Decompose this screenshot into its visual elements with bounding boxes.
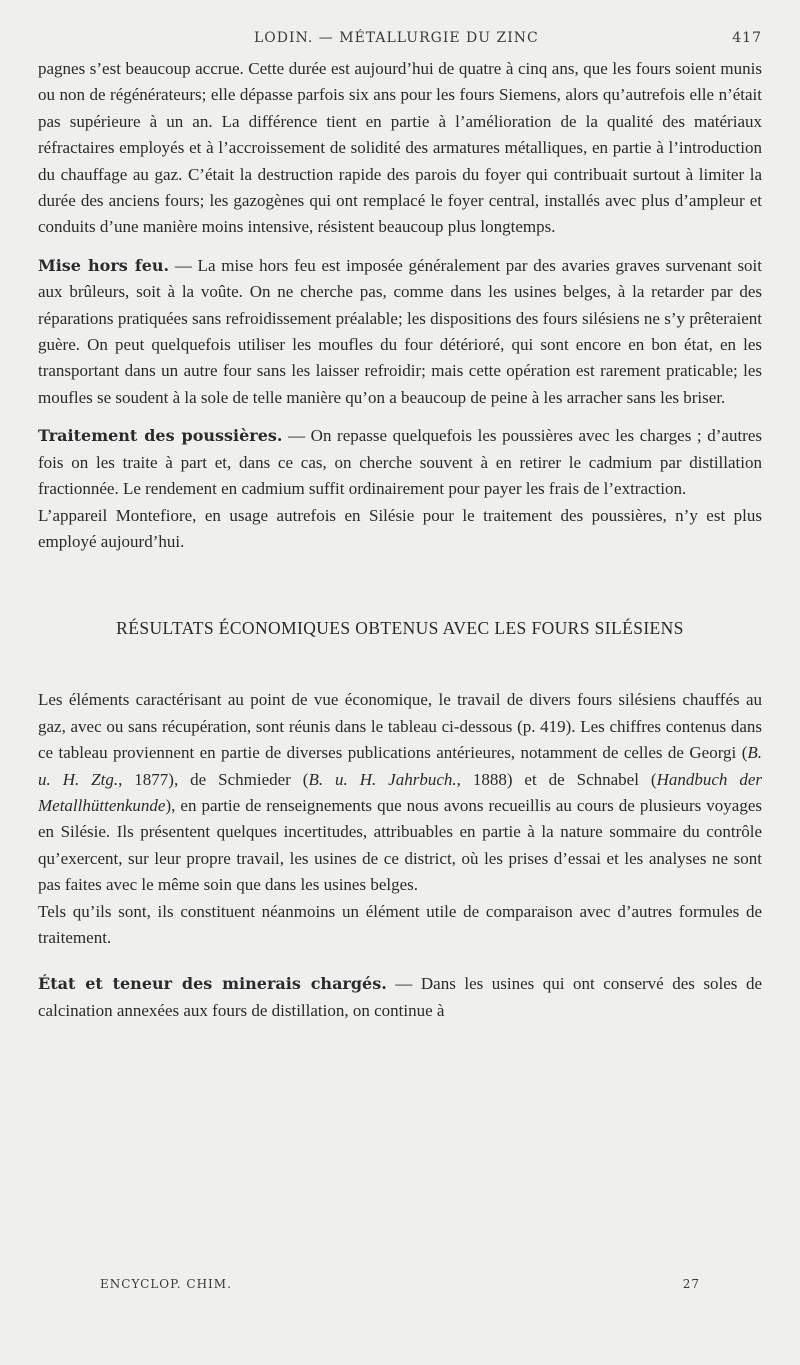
paragraph-traitement-poussieres (38, 423, 762, 502)
run-in-heading-mise-hors-feu: Mise hors feu. (38, 255, 170, 275)
signature-number: 27 (682, 1277, 700, 1291)
paragraph-1: pagnes s’est beaucoup accrue. Cette durée est aujourd’hui de quatre à cinq ans, que les fours soient munis ou non de régénérateurs; elle dépasse parfois six ans pour les fours Siemens, alors qu’autrefois elle n’était pas supérieure à un an. La différence tient en partie à l’amélioration de la qualité des matériaux réfractaires employés et à l’accroissement de solidité des armatures métalliques, en partie à l’introduction du chauffage au gaz. C’était la destruction rapide des parois du foyer qui contribuait surtout à limiter la durée des anciens fours; les gazogènes qui ont remplacé le foyer central, installés avec plus d’ampleur et conduits d’une manière moins intensive, résistent beaucoup plus longtemps. (38, 59, 762, 237)
running-head (38, 30, 762, 56)
paragraph-7-text: — Dans les usines qui ont conservé des soles de calcination annexées aux fours de distillation, on continue à (38, 974, 763, 1020)
paragraph-elements (38, 687, 762, 898)
page-footer (100, 1277, 700, 1291)
paragraph-etat-teneur (38, 971, 762, 1024)
paragraph-tels-quils: Tels qu’ils sont, ils constituent néanmoins un élément utile de comparaison avec d’autres formules de traitement. (38, 901, 762, 947)
page-number: 417 (732, 30, 762, 46)
paragraph-5-part-c: , 1888) et de Schnabel ( (456, 769, 657, 789)
section-title: RÉSULTATS ÉCONOMIQUES OBTENUS AVEC LES FOURS SILÉSIENS (116, 618, 684, 639)
paragraph-5-part-a: Les éléments caractérisant au point de vue économique, le travail de divers fours silésiens chauffés au gaz, avec ou sans récupération, sont réunis dans le tableau ci-dessous (p. 419). Les chiffres contenus dans ce tableau proviennent en partie de diverses publications antérieures, notamment de celles de Georgi ( (38, 690, 762, 763)
run-in-heading-etat-teneur: État et teneur des minerais chargés. (38, 974, 387, 994)
paragraph-5-part-d: ), en partie de renseignements que nous avons recueillis au cours de plusieurs voyages en Silésie. Ils présentent quelques incertitudes, attribuables en partie à la nature sommaire du contrôle qu’exercent, sur leur propre travail, les usines de ce district, où les prises d’essai et les analyses ne sont pas faites avec le même soin que dans les usines belges. (38, 795, 762, 895)
citation-georgi: B. u. H. Ztg. (38, 743, 762, 789)
paragraph-montefiore: L’appareil Montefiore, en usage autrefois en Silésie pour le traitement des poussières, n’y est plus employé aujourd’hui. (38, 505, 762, 551)
paragraph-3-text: — On repasse quelquefois les poussières avec les charges ; d’autres fois on les traite à part et, dans ce cas, on cherche souvent à en retirer le cadmium par distillation fractionnée. Le rendement en cadmium suffit ordinairement pour payer les frais de l’extraction. (38, 426, 762, 499)
signature-left: ENCYCLOP. CHIM. (100, 1277, 232, 1291)
citation-schnabel: Handbuch der Metallhüttenkunde (38, 769, 762, 815)
paragraph-mise-hors-feu (38, 253, 762, 411)
paragraph-5-part-b: , 1877), de Schmieder ( (118, 769, 309, 789)
run-in-heading-poussieres: Traitement des poussières. (38, 426, 283, 446)
citation-schmieder: B. u. H. Jahrbuch. (308, 769, 457, 789)
running-title: LODIN. — MÉTALLURGIE DU ZINC (254, 30, 539, 46)
paragraph-2-text: — La mise hors feu est imposée généralement par des avaries graves survenant soit aux brûleurs, soit à la voûte. On ne cherche pas, comme dans les usines belges, à la retarder par des réparations pratiquées sans refroidissement préalable; les dispositions des fours silésiens ne s’y prêteraient guère. On peut quelquefois utiliser les moufles du four détérioré, qui sont encore en bon état, en les transportant dans un autre four sans les laisser refroidir; mais cette opération est rarement praticable; les moufles se soudent à la sole de telle manière qu’on a beaucoup de peine à les arracher sans les briser. (38, 255, 763, 407)
page (38, 30, 762, 1024)
